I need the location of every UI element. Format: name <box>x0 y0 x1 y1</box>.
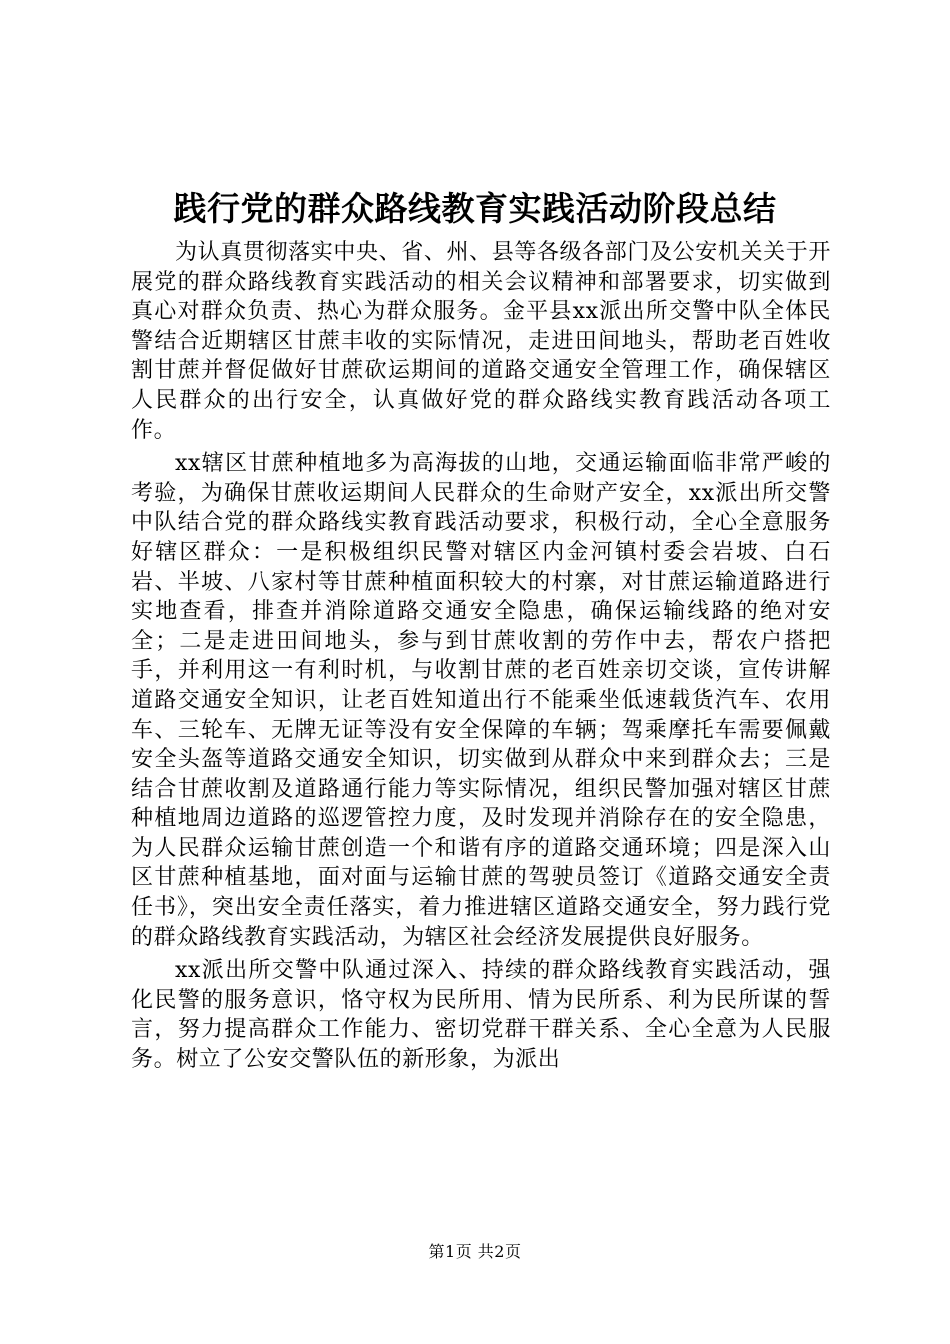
paragraph-1: 为认真贯彻落实中央、省、州、县等各级各部门及公安机关关于开展党的群众路线教育实践活动的相关会议精神和部署要求，切实做到真心对群众负责、热心为群众服务。金平县xx派出所交警中队全体民警结合近期辖区甘蔗丰收的实际情况，走进田间地头，帮助老百姓收割甘蔗并督促做好甘蔗砍运期间的道路交通安全管理工作，确保辖区人民群众的出行安全，认真做好党的群众路线实教育践活动各项工作。 <box>131 240 831 443</box>
paragraph-2: xx辖区甘蔗种植地多为高海拔的山地，交通运输面临非常严峻的考验，为确保甘蔗收运期间人民群众的生命财产安全，xx派出所交警中队结合党的群众路线实教育践活动要求，积极行动，全心全意服务好辖区群众：一是积极组织民警对辖区内金河镇村委会岩坡、白石岩、半坡、八家村等甘蔗种植面积较大的村寨，对甘蔗运输道路进行实地查看，排查并消除道路交通安全隐患，确保运输线路的绝对安全；二是走进田间地头，参与到甘蔗收割的劳作中去，帮农户搭把手，并利用这一有利时机，与收割甘蔗的老百姓亲切交谈，宣传讲解道路交通安全知识，让老百姓知道出行不能乘坐低速载货汽车、农用车、三轮车、无牌无证等没有安全保障的车辆；驾乘摩托车需要佩戴安全头盔等道路交通安全知识，切实做到从群众中来到群众去；三是结合甘蔗收割及道路通行能力等实际情况，组织民警加强对辖区甘蔗种植地周边道路的巡逻管控力度，及时发现并消除存在的安全隐患，为人民群众运输甘蔗创造一个和谐有序的道路交通环境；四是深入山区甘蔗种植基地，面对面与运输甘蔗的驾驶员签订《道路交通安全责任书》，突出安全责任落实，着力推进辖区道路交通安全，努力践行党的群众路线教育实践活动，为辖区社会经济发展提供良好服务。 <box>131 451 831 950</box>
page-number-footer: 第1页 共2页 <box>428 1242 522 1261</box>
paragraph-3: xx派出所交警中队通过深入、持续的群众路线教育实践活动，强化民警的服务意识，恪守权为民所用、情为民所系、利为民所谋的誓言，努力提高群众工作能力、密切党群干群关系、全心全意为人民服务。树立了公安交警队伍的新形象，为派出 <box>131 958 831 1073</box>
document-body <box>131 238 831 1079</box>
document-title: 践行党的群众路线教育实践活动阶段总结 <box>173 189 777 228</box>
